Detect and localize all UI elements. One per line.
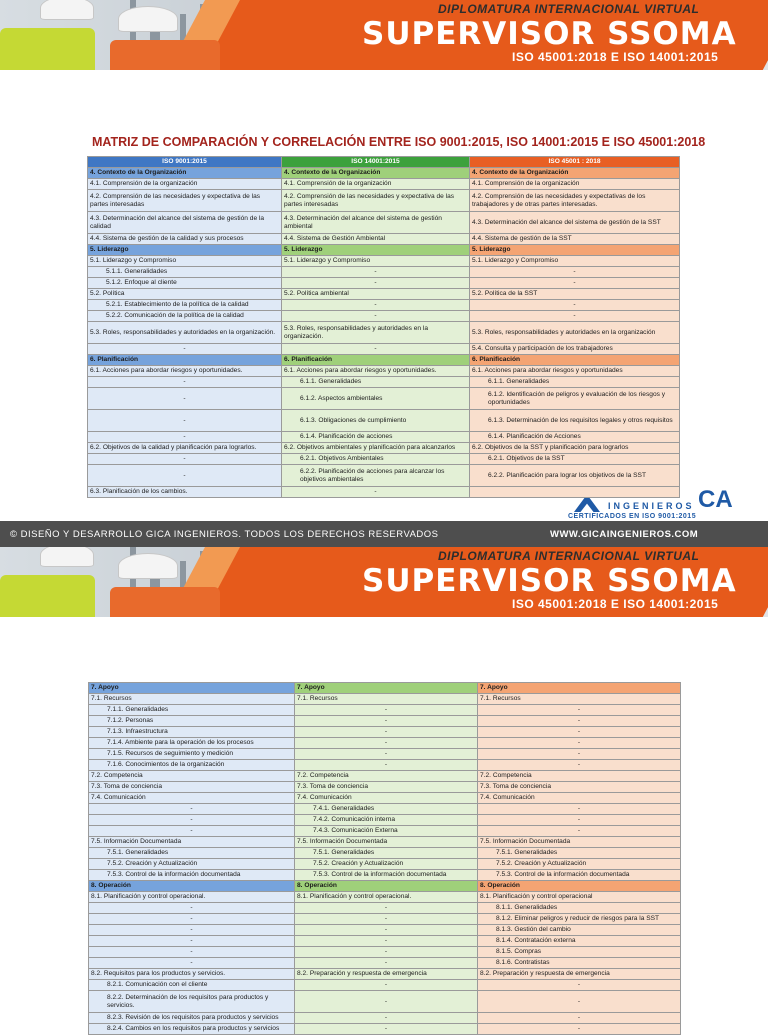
table-row	[89, 991, 681, 1013]
table-row	[88, 256, 680, 267]
table-cell: 5. Liderazgo	[88, 245, 282, 256]
table-row	[89, 705, 681, 716]
table-cell	[470, 487, 680, 498]
table-cell: 7.4. Comunicación	[478, 793, 681, 804]
table-cell: 6.1.1. Generalidades	[282, 377, 470, 388]
table-cell: 6. Planificación	[88, 355, 282, 366]
table-cell: 4. Contexto de la Organización	[282, 168, 470, 179]
banner-subtitle: ISO 45001:2018 E ISO 14001:2015	[512, 50, 719, 64]
table-cell: -	[282, 487, 470, 498]
table-cell: -	[478, 716, 681, 727]
table-cell: 4.4. Sistema de gestión de la calidad y sus procesos	[88, 234, 282, 245]
table-row	[88, 465, 680, 487]
table-row	[88, 432, 680, 443]
table-row	[88, 344, 680, 355]
table-cell: 7.1.1. Generalidades	[89, 705, 295, 716]
banner-main-title: SUPERVISOR SSOMA	[362, 563, 737, 599]
table-cell: 7.1.2. Personas	[89, 716, 295, 727]
table-cell: 7.3. Toma de conciencia	[478, 782, 681, 793]
section-row	[88, 355, 680, 366]
table-cell: 7.1.6. Conocimientos de la organización	[89, 760, 295, 771]
table-cell: -	[282, 300, 470, 311]
banner-top-line: DIPLOMATURA INTERNACIONAL VIRTUAL	[438, 2, 700, 16]
banner-subtitle: ISO 45001:2018 E ISO 14001:2015	[512, 597, 719, 611]
header-banner-2	[0, 547, 768, 617]
table-cell: 8. Operación	[89, 881, 295, 892]
table-row	[89, 1013, 681, 1024]
table-cell: -	[470, 267, 680, 278]
table-cell: 5.3. Roles, responsabilidades y autoridades en la organización.	[88, 322, 282, 344]
table-cell: 6.2. Objetivos de la SST y planificación para lograrlos	[470, 443, 680, 454]
table-cell: -	[295, 980, 478, 991]
table-cell: 7.1. Recursos	[295, 694, 478, 705]
table-row	[88, 377, 680, 388]
table-cell: -	[478, 804, 681, 815]
table-cell: -	[470, 300, 680, 311]
table-cell: -	[295, 936, 478, 947]
table-cell: 4.4. Sistema de gestión de la SST	[470, 234, 680, 245]
table-row	[89, 914, 681, 925]
table-cell: -	[295, 705, 478, 716]
table-row	[89, 826, 681, 837]
table-cell: -	[88, 388, 282, 410]
table-row	[89, 837, 681, 848]
table-cell: 7.4.3. Comunicación Externa	[295, 826, 478, 837]
table-cell: 7.2. Competencia	[478, 771, 681, 782]
table-cell: 8.2.3. Revisión de los requisitos para productos y servicios	[89, 1013, 295, 1024]
table-cell: 6.3. Planificación de los cambios.	[88, 487, 282, 498]
table-row	[89, 771, 681, 782]
table-cell: 4.3. Determinación del alcance del sistema de gestión de la SST	[470, 212, 680, 234]
table-row	[88, 190, 680, 212]
table-cell: 8.1.6. Contratistas	[478, 958, 681, 969]
table-cell: 8.2.1. Comunicación con el cliente	[89, 980, 295, 991]
table-cell: 7.5.2. Creación y Actualización	[295, 859, 478, 870]
table-cell: 8.2. Requisitos para los productos y servicios.	[89, 969, 295, 980]
table-cell: -	[295, 958, 478, 969]
table-cell: -	[89, 826, 295, 837]
table-cell: 7.5.2. Creación y Actualización	[478, 859, 681, 870]
table-cell: 7.1.5. Recursos de seguimiento y medición	[89, 749, 295, 760]
table-cell: 8.1. Planificación y control operacional	[478, 892, 681, 903]
table-cell: 7.5.1. Generalidades	[295, 848, 478, 859]
table-row	[88, 300, 680, 311]
table-cell: 6.2.2. Planificación de acciones para alcanzar los objetivos ambientales	[282, 465, 470, 487]
table-cell: 5.2. Política de la SST	[470, 289, 680, 300]
table-cell: -	[478, 991, 681, 1013]
table-cell: -	[295, 925, 478, 936]
table-cell: -	[470, 278, 680, 289]
table-row	[88, 388, 680, 410]
table-cell: -	[295, 1013, 478, 1024]
table-row	[89, 870, 681, 881]
table-row	[89, 925, 681, 936]
table-cell: -	[295, 716, 478, 727]
table-cell: 6.1. Acciones para abordar riesgos y oportunidades.	[282, 366, 470, 377]
table-cell: 5.2. Política ambiental	[282, 289, 470, 300]
table-header-row	[88, 157, 680, 168]
table-row	[89, 859, 681, 870]
footer-bar	[0, 521, 768, 547]
table-cell: -	[478, 1013, 681, 1024]
table-row	[89, 716, 681, 727]
column-header: ISO 9001:2015	[88, 157, 282, 168]
table-cell: 7.5.3. Control de la información documentada	[478, 870, 681, 881]
table-cell: -	[295, 914, 478, 925]
table-cell: -	[89, 947, 295, 958]
section-row	[88, 245, 680, 256]
table-cell: 5.3. Roles, responsabilidades y autoridades en la organización	[470, 322, 680, 344]
table-cell: 8.2. Preparación y respuesta de emergencia	[295, 969, 478, 980]
table-row	[89, 727, 681, 738]
table-cell: 5.1.2. Enfoque al cliente	[88, 278, 282, 289]
table-cell: 4. Contexto de la Organización	[470, 168, 680, 179]
table-cell: -	[295, 760, 478, 771]
table-cell: 7. Apoyo	[295, 683, 478, 694]
table-row	[88, 212, 680, 234]
table-row	[89, 815, 681, 826]
table-cell: -	[89, 903, 295, 914]
table-cell: 8. Operación	[478, 881, 681, 892]
table-cell: -	[295, 749, 478, 760]
table-cell: 7. Apoyo	[89, 683, 295, 694]
table-cell: 7.2. Competencia	[89, 771, 295, 782]
helmet-icon	[118, 6, 178, 32]
table-cell: 5. Liderazgo	[470, 245, 680, 256]
table-cell: 4.2. Comprensión de las necesidades y expectativa de las partes interesadas	[282, 190, 470, 212]
banner-main-title: SUPERVISOR SSOMA	[362, 16, 737, 52]
table-cell: 6.1.3. Obligaciones de cumplimiento	[282, 410, 470, 432]
gica-logo-icon	[574, 498, 600, 512]
table-row	[89, 1024, 681, 1035]
table-row	[89, 738, 681, 749]
table-cell: -	[89, 958, 295, 969]
table-cell: -	[88, 344, 282, 355]
website-link[interactable]: WWW.GICAINGENIEROS.COM	[550, 529, 699, 540]
table-row	[88, 322, 680, 344]
table-cell: -	[478, 826, 681, 837]
table-cell: 4.4. Sistema de Gestión Ambiental	[282, 234, 470, 245]
table-cell: 5.1.1. Generalidades	[88, 267, 282, 278]
table-cell: -	[478, 760, 681, 771]
table-cell: 6.1.4. Planificación de acciones	[282, 432, 470, 443]
table-row	[89, 694, 681, 705]
table-row	[88, 366, 680, 377]
table-cell: -	[478, 980, 681, 991]
table-cell: -	[478, 705, 681, 716]
table-row	[89, 782, 681, 793]
table-cell: -	[478, 749, 681, 760]
table-cell: 7.5.3. Control de la información documentada	[89, 870, 295, 881]
table-cell: 7. Apoyo	[478, 683, 681, 694]
table-cell: 7.4. Comunicación	[295, 793, 478, 804]
table-cell: 8.2. Preparación y respuesta de emergencia	[478, 969, 681, 980]
table-row	[89, 903, 681, 914]
section-row	[88, 168, 680, 179]
table-cell: 7.5. Información Documentada	[89, 837, 295, 848]
table-cell: -	[295, 727, 478, 738]
table-cell: -	[478, 727, 681, 738]
table-cell: -	[88, 465, 282, 487]
helmet-icon	[40, 547, 94, 567]
table-row	[89, 892, 681, 903]
table-cell: 6.1.2. Aspectos ambientales	[282, 388, 470, 410]
table-cell: 7.1.4. Ambiente para la operación de los procesos	[89, 738, 295, 749]
table-cell: -	[470, 311, 680, 322]
table-cell: 6.2.1. Objetivos Ambientales	[282, 454, 470, 465]
table-cell: 6. Planificación	[282, 355, 470, 366]
table-cell: 7.2. Competencia	[295, 771, 478, 782]
section-row	[89, 683, 681, 694]
table-cell: 8.1. Planificación y control operacional.	[89, 892, 295, 903]
table-cell: 7.5. Información Documentada	[295, 837, 478, 848]
table-row	[89, 969, 681, 980]
section-row	[89, 881, 681, 892]
column-header: ISO 14001:2015	[282, 157, 470, 168]
table-cell: -	[88, 377, 282, 388]
table-cell: 5.2.1. Establecimiento de la política de la calidad	[88, 300, 282, 311]
table-cell: -	[295, 903, 478, 914]
table-row	[88, 179, 680, 190]
table-cell: -	[478, 815, 681, 826]
table-cell: 5.1. Liderazgo y Compromiso	[88, 256, 282, 267]
table-cell: 5. Liderazgo	[282, 245, 470, 256]
table-cell: 4.1. Comprensión de la organización	[470, 179, 680, 190]
table-cell: 8.1.1. Generalidades	[478, 903, 681, 914]
table-cell: 4.3. Determinación del alcance del sistema de gestión ambiental	[282, 212, 470, 234]
table-cell: -	[89, 815, 295, 826]
helmet-icon	[118, 553, 178, 579]
worker-image	[0, 575, 95, 617]
table-row	[88, 267, 680, 278]
helmet-icon	[40, 0, 94, 20]
table-cell: 7.4. Comunicación	[89, 793, 295, 804]
table-cell: -	[295, 738, 478, 749]
table-cell: 6.2.2. Planificación para lograr los objetivos de la SST	[470, 465, 680, 487]
table-cell: 7.1. Recursos	[89, 694, 295, 705]
table-cell: 6.1.4. Planificación de Acciones	[470, 432, 680, 443]
table-cell: 8.1.2. Eliminar peligros y reducir de riesgos para la SST	[478, 914, 681, 925]
table-row	[89, 947, 681, 958]
table-row	[89, 936, 681, 947]
table-cell: 4.1. Comprensión de la organización	[282, 179, 470, 190]
table-cell: -	[282, 344, 470, 355]
header-banner	[0, 0, 768, 70]
table-cell: 8.1. Planificación y control operacional.	[295, 892, 478, 903]
table-cell: -	[89, 925, 295, 936]
table-row	[89, 848, 681, 859]
table-cell: 6.2.1. Objetivos de la SST	[470, 454, 680, 465]
table-row	[88, 410, 680, 432]
table-cell: 7.1.3. Infraestructura	[89, 727, 295, 738]
worker-image	[0, 28, 95, 70]
table-cell: 7.1. Recursos	[478, 694, 681, 705]
table-cell: -	[282, 267, 470, 278]
table-row	[89, 958, 681, 969]
table-cell: 5.4. Consulta y participación de los trabajadores	[470, 344, 680, 355]
table-cell: 5.1. Liderazgo y Compromiso	[470, 256, 680, 267]
gica-logo: INGENIEROS CA CERTIFICADOS EN ISO 9001:2015	[568, 486, 733, 520]
comparison-table-page-1	[87, 156, 680, 498]
table-cell: -	[88, 410, 282, 432]
table-cell: 7.5.1. Generalidades	[89, 848, 295, 859]
banner-top-line: DIPLOMATURA INTERNACIONAL VIRTUAL	[438, 549, 700, 563]
table-cell: -	[89, 914, 295, 925]
table-cell: -	[478, 1024, 681, 1035]
table-cell: 5.2. Política	[88, 289, 282, 300]
table-cell: 7.5.2. Creación y Actualización	[89, 859, 295, 870]
table-cell: -	[282, 278, 470, 289]
table-cell: 7.3. Toma de conciencia	[295, 782, 478, 793]
table-cell: 7.3. Toma de conciencia	[89, 782, 295, 793]
table-cell: -	[88, 432, 282, 443]
table-cell: 8.2.4. Cambios en los requisitos para productos y servicios	[89, 1024, 295, 1035]
comparison-table-page-2	[88, 682, 681, 1035]
table-cell: 5.1. Liderazgo y Compromiso	[282, 256, 470, 267]
column-header: ISO 45001 : 2018	[470, 157, 680, 168]
table-cell: 5.2.2. Comunicación de la política de la calidad	[88, 311, 282, 322]
table-cell: 5.3. Roles, responsabilidades y autoridades en la organización.	[282, 322, 470, 344]
table-cell: 8.1.5. Compras	[478, 947, 681, 958]
table-row	[88, 278, 680, 289]
table-cell: -	[89, 804, 295, 815]
table-cell: 8.1.3. Gestión del cambio	[478, 925, 681, 936]
table-cell: 8. Operación	[295, 881, 478, 892]
table-row	[89, 760, 681, 771]
table-cell: 6.1. Acciones para abordar riesgos y oportunidades	[470, 366, 680, 377]
document-title: MATRIZ DE COMPARACIÓN Y CORRELACIÓN ENTRE ISO 9001:2015, ISO 14001:2015 E ISO 45001:2018	[92, 135, 706, 149]
table-cell: 4.2. Comprensión de las necesidades y expectativa de las partes interesadas	[88, 190, 282, 212]
table-row	[89, 749, 681, 760]
table-cell: 6.1.1. Generalidades	[470, 377, 680, 388]
table-cell: 7.5. Información Documentada	[478, 837, 681, 848]
table-cell: 7.5.3. Control de la información documentada	[295, 870, 478, 881]
table-row	[89, 804, 681, 815]
table-cell: 8.2.2. Determinación de los requisitos para productos y servicios.	[89, 991, 295, 1013]
table-cell: -	[295, 1024, 478, 1035]
table-cell: 6. Planificación	[470, 355, 680, 366]
table-cell: 4.3. Determinación del alcance del sistema de gestión de la calidad	[88, 212, 282, 234]
table-cell: 6.1. Acciones para abordar riesgos y oportunidades.	[88, 366, 282, 377]
table-cell: -	[88, 454, 282, 465]
table-cell: 7.4.1. Generalidades	[295, 804, 478, 815]
table-row	[88, 454, 680, 465]
table-cell: 8.1.4. Contratación externa	[478, 936, 681, 947]
table-row	[88, 487, 680, 498]
table-cell: 4.1. Comprensión de la organización	[88, 179, 282, 190]
table-cell: 6.1.3. Determinación de los requisitos legales y otros requisitos	[470, 410, 680, 432]
table-cell: -	[295, 947, 478, 958]
table-cell: 6.2. Objetivos ambientales y planificación para alcanzarlos	[282, 443, 470, 454]
table-row	[88, 234, 680, 245]
table-row	[88, 311, 680, 322]
table-cell: -	[282, 311, 470, 322]
table-row	[88, 289, 680, 300]
table-cell: -	[295, 991, 478, 1013]
copyright-text: © DISEÑO Y DESARROLLO GICA INGENIEROS. TODOS LOS DERECHOS RESERVADOS	[10, 529, 439, 540]
table-row	[88, 443, 680, 454]
table-cell: 4. Contexto de la Organización	[88, 168, 282, 179]
table-cell: -	[478, 738, 681, 749]
table-row	[89, 793, 681, 804]
table-cell: 6.2. Objetivos de la calidad y planificación para lograrlos.	[88, 443, 282, 454]
table-cell: 7.5.1. Generalidades	[478, 848, 681, 859]
table-cell: -	[89, 936, 295, 947]
table-cell: 7.4.2. Comunicación interna	[295, 815, 478, 826]
table-cell: 4.2. Comprensión de las necesidades y expectativas de los trabajadores y de otras partes interesadas.	[470, 190, 680, 212]
table-row	[89, 980, 681, 991]
table-cell: 6.1.2. Identificación de peligros y evaluación de los riesgos y oportunidades	[470, 388, 680, 410]
